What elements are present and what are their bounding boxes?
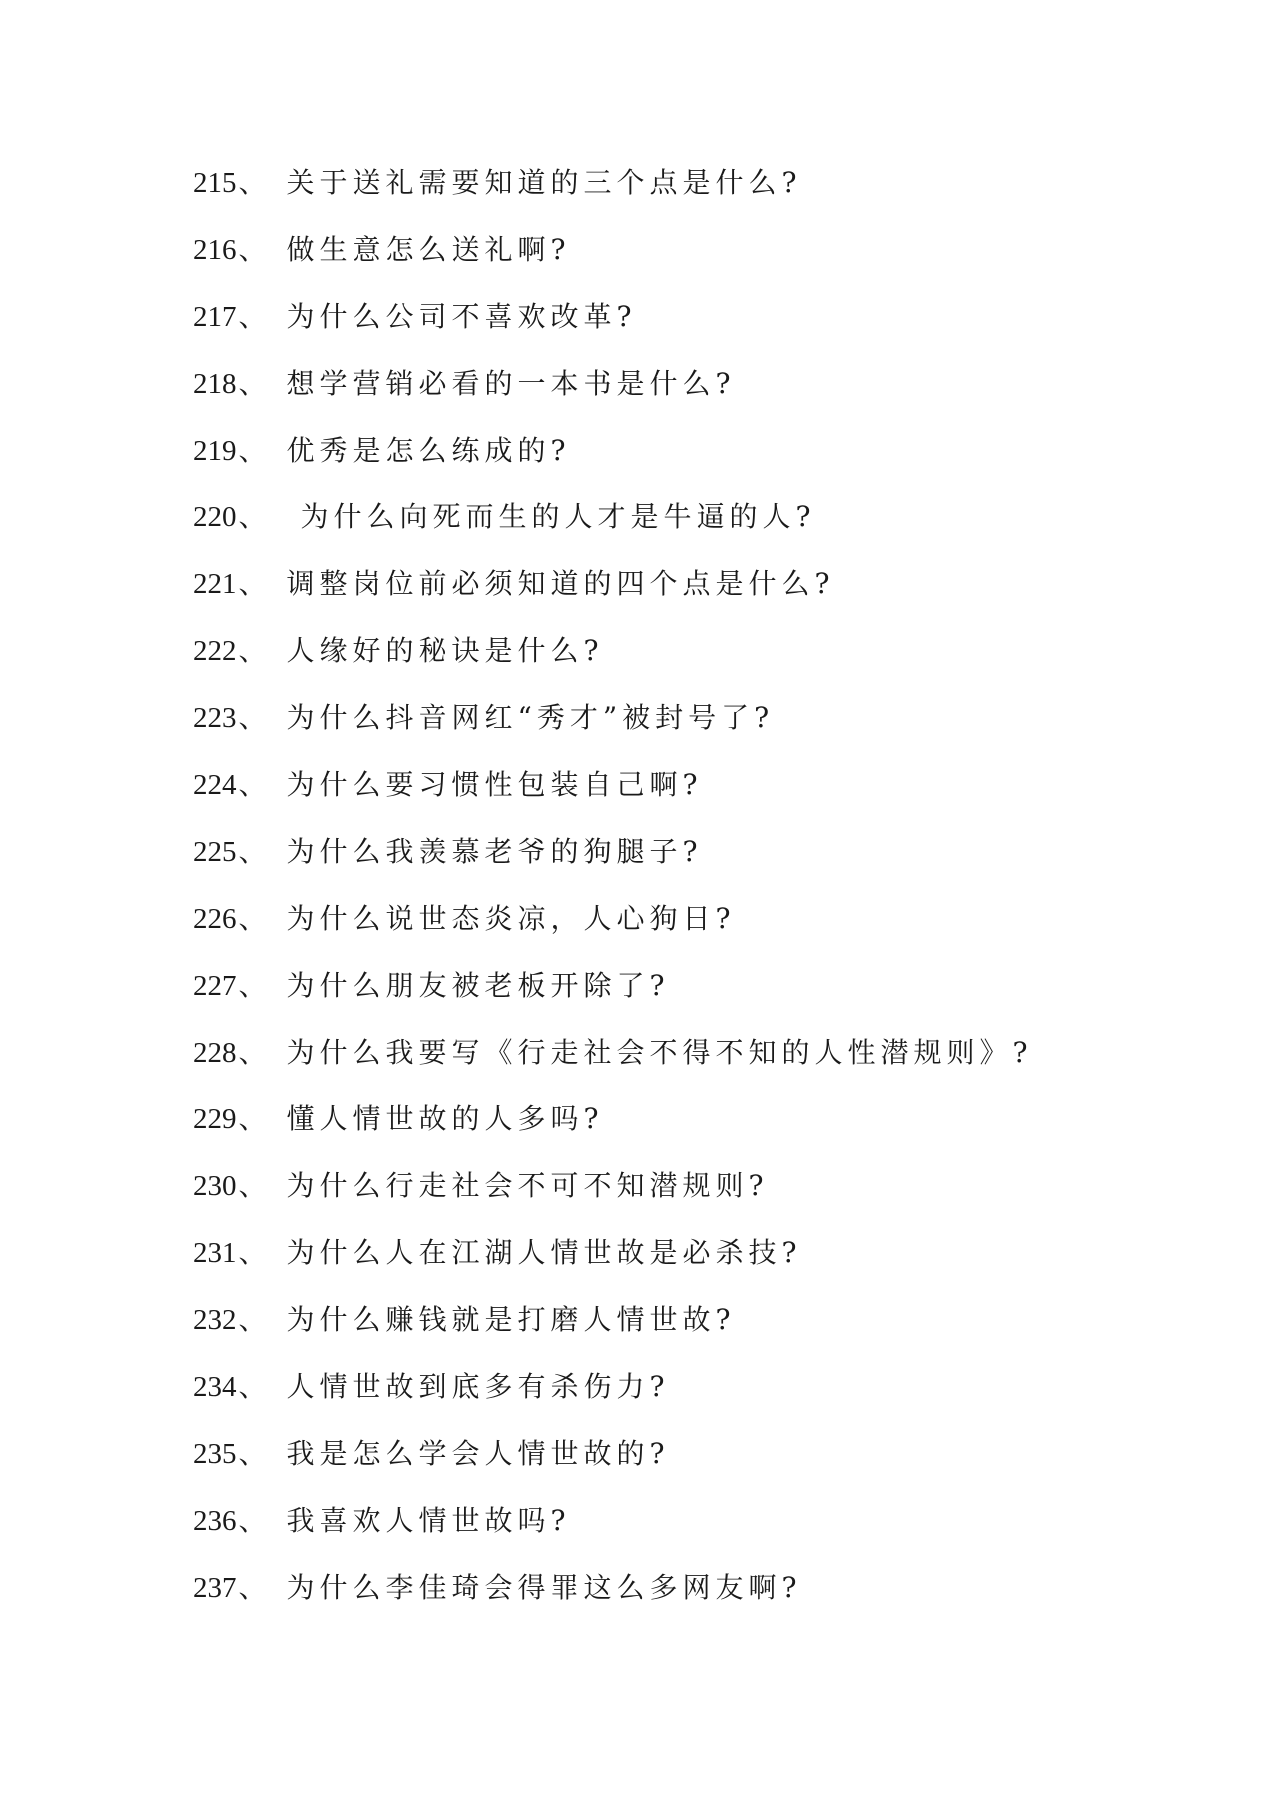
item-separator: 、 [238, 433, 267, 467]
item-text: 优秀是怎么练成的? [286, 433, 571, 467]
list-item [193, 232, 1033, 299]
item-text: 为什么行走社会不可不知潜规则? [286, 1169, 769, 1203]
item-number: 236 [193, 1504, 237, 1537]
item-separator: 、 [238, 1035, 267, 1069]
list-item [193, 633, 1033, 700]
item-separator: 、 [238, 1102, 267, 1136]
list-item [193, 1436, 1033, 1503]
item-number: 234 [193, 1371, 237, 1404]
item-number: 219 [193, 434, 237, 467]
item-number: 216 [193, 233, 237, 266]
item-separator: 、 [238, 1436, 267, 1470]
list-item [193, 700, 1033, 767]
item-number: 218 [193, 367, 237, 400]
list-item [193, 1168, 1033, 1235]
item-number: 215 [193, 167, 237, 199]
list-item [193, 834, 1033, 901]
item-separator: 、 [238, 567, 267, 601]
item-number: 222 [193, 635, 237, 668]
item-text: 为什么人在江湖人情世故是必杀技? [286, 1236, 802, 1270]
item-number: 235 [193, 1437, 237, 1470]
item-number: 226 [193, 902, 237, 935]
item-text: 为什么赚钱就是打磨人情世故? [286, 1303, 736, 1337]
list-item [193, 499, 1033, 566]
item-number: 231 [193, 1237, 237, 1270]
item-number: 224 [193, 769, 237, 802]
list-item [193, 1101, 1033, 1168]
item-number: 220 [193, 501, 237, 534]
question-list [193, 165, 1033, 1637]
list-item [193, 366, 1033, 433]
item-text: 为什么抖音网红“秀才”被封号了? [286, 701, 775, 735]
item-text: 为什么李佳琦会得罪这么多网友啊? [286, 1570, 802, 1604]
list-item [193, 1503, 1033, 1570]
item-text: 人情世故到底多有杀伤力? [286, 1370, 670, 1404]
item-text: 懂人情世故的人多吗? [286, 1102, 604, 1136]
item-separator: 、 [238, 1570, 267, 1604]
list-item [193, 1035, 1033, 1102]
item-text: 关于送礼需要知道的三个点是什么? [286, 166, 802, 199]
item-separator: 、 [238, 366, 267, 400]
list-item [193, 1235, 1033, 1302]
item-number: 221 [193, 568, 237, 601]
item-text: 做生意怎么送礼啊? [286, 232, 571, 266]
list-item [193, 968, 1033, 1035]
list-item [193, 1302, 1033, 1369]
item-separator: 、 [238, 500, 267, 534]
item-separator: 、 [238, 968, 267, 1002]
item-separator: 、 [238, 1303, 267, 1337]
item-number: 229 [193, 1103, 237, 1136]
item-number: 230 [193, 1170, 237, 1203]
item-separator: 、 [238, 166, 267, 199]
item-separator: 、 [238, 299, 267, 333]
item-text: 为什么要习惯性包装自己啊? [286, 768, 703, 802]
item-text: 为什么公司不喜欢改革? [286, 299, 637, 333]
item-text: 为什么我羡慕老爷的狗腿子? [286, 834, 703, 868]
list-item [193, 901, 1033, 968]
item-separator: 、 [238, 1370, 267, 1404]
item-separator: 、 [238, 1503, 267, 1537]
list-item [193, 566, 1033, 633]
item-text: 人缘好的秘诀是什么? [286, 634, 604, 668]
item-number: 232 [193, 1304, 237, 1337]
list-item [193, 299, 1033, 366]
item-separator: 、 [238, 1236, 267, 1270]
item-separator: 、 [238, 834, 267, 868]
item-number: 227 [193, 969, 237, 1002]
list-item [193, 767, 1033, 834]
item-text: 我喜欢人情世故吗? [286, 1503, 571, 1537]
item-text: 为什么朋友被老板开除了? [286, 968, 670, 1002]
list-item [193, 1369, 1033, 1436]
item-separator: 、 [238, 768, 267, 802]
item-text: 想学营销必看的一本书是什么? [286, 366, 736, 400]
item-separator: 、 [238, 701, 267, 735]
item-number: 225 [193, 835, 237, 868]
item-text: 为什么向死而生的人才是牛逼的人? [300, 500, 816, 534]
item-separator: 、 [238, 232, 267, 266]
item-text: 为什么我要写《行走社会不得不知的人性潜规则》? [286, 1035, 1033, 1069]
item-separator: 、 [238, 634, 267, 668]
list-item [193, 165, 1033, 232]
list-item [193, 433, 1033, 500]
item-number: 217 [193, 300, 237, 333]
item-separator: 、 [238, 1169, 267, 1203]
item-text: 我是怎么学会人情世故的? [286, 1436, 670, 1470]
list-item [193, 1570, 1033, 1637]
item-text: 为什么说世态炎凉，人心狗日? [286, 901, 736, 935]
item-text: 调整岗位前必须知道的四个点是什么? [286, 567, 835, 601]
item-separator: 、 [238, 901, 267, 935]
item-number: 237 [193, 1571, 237, 1604]
item-number: 228 [193, 1036, 237, 1069]
item-number: 223 [193, 702, 237, 735]
